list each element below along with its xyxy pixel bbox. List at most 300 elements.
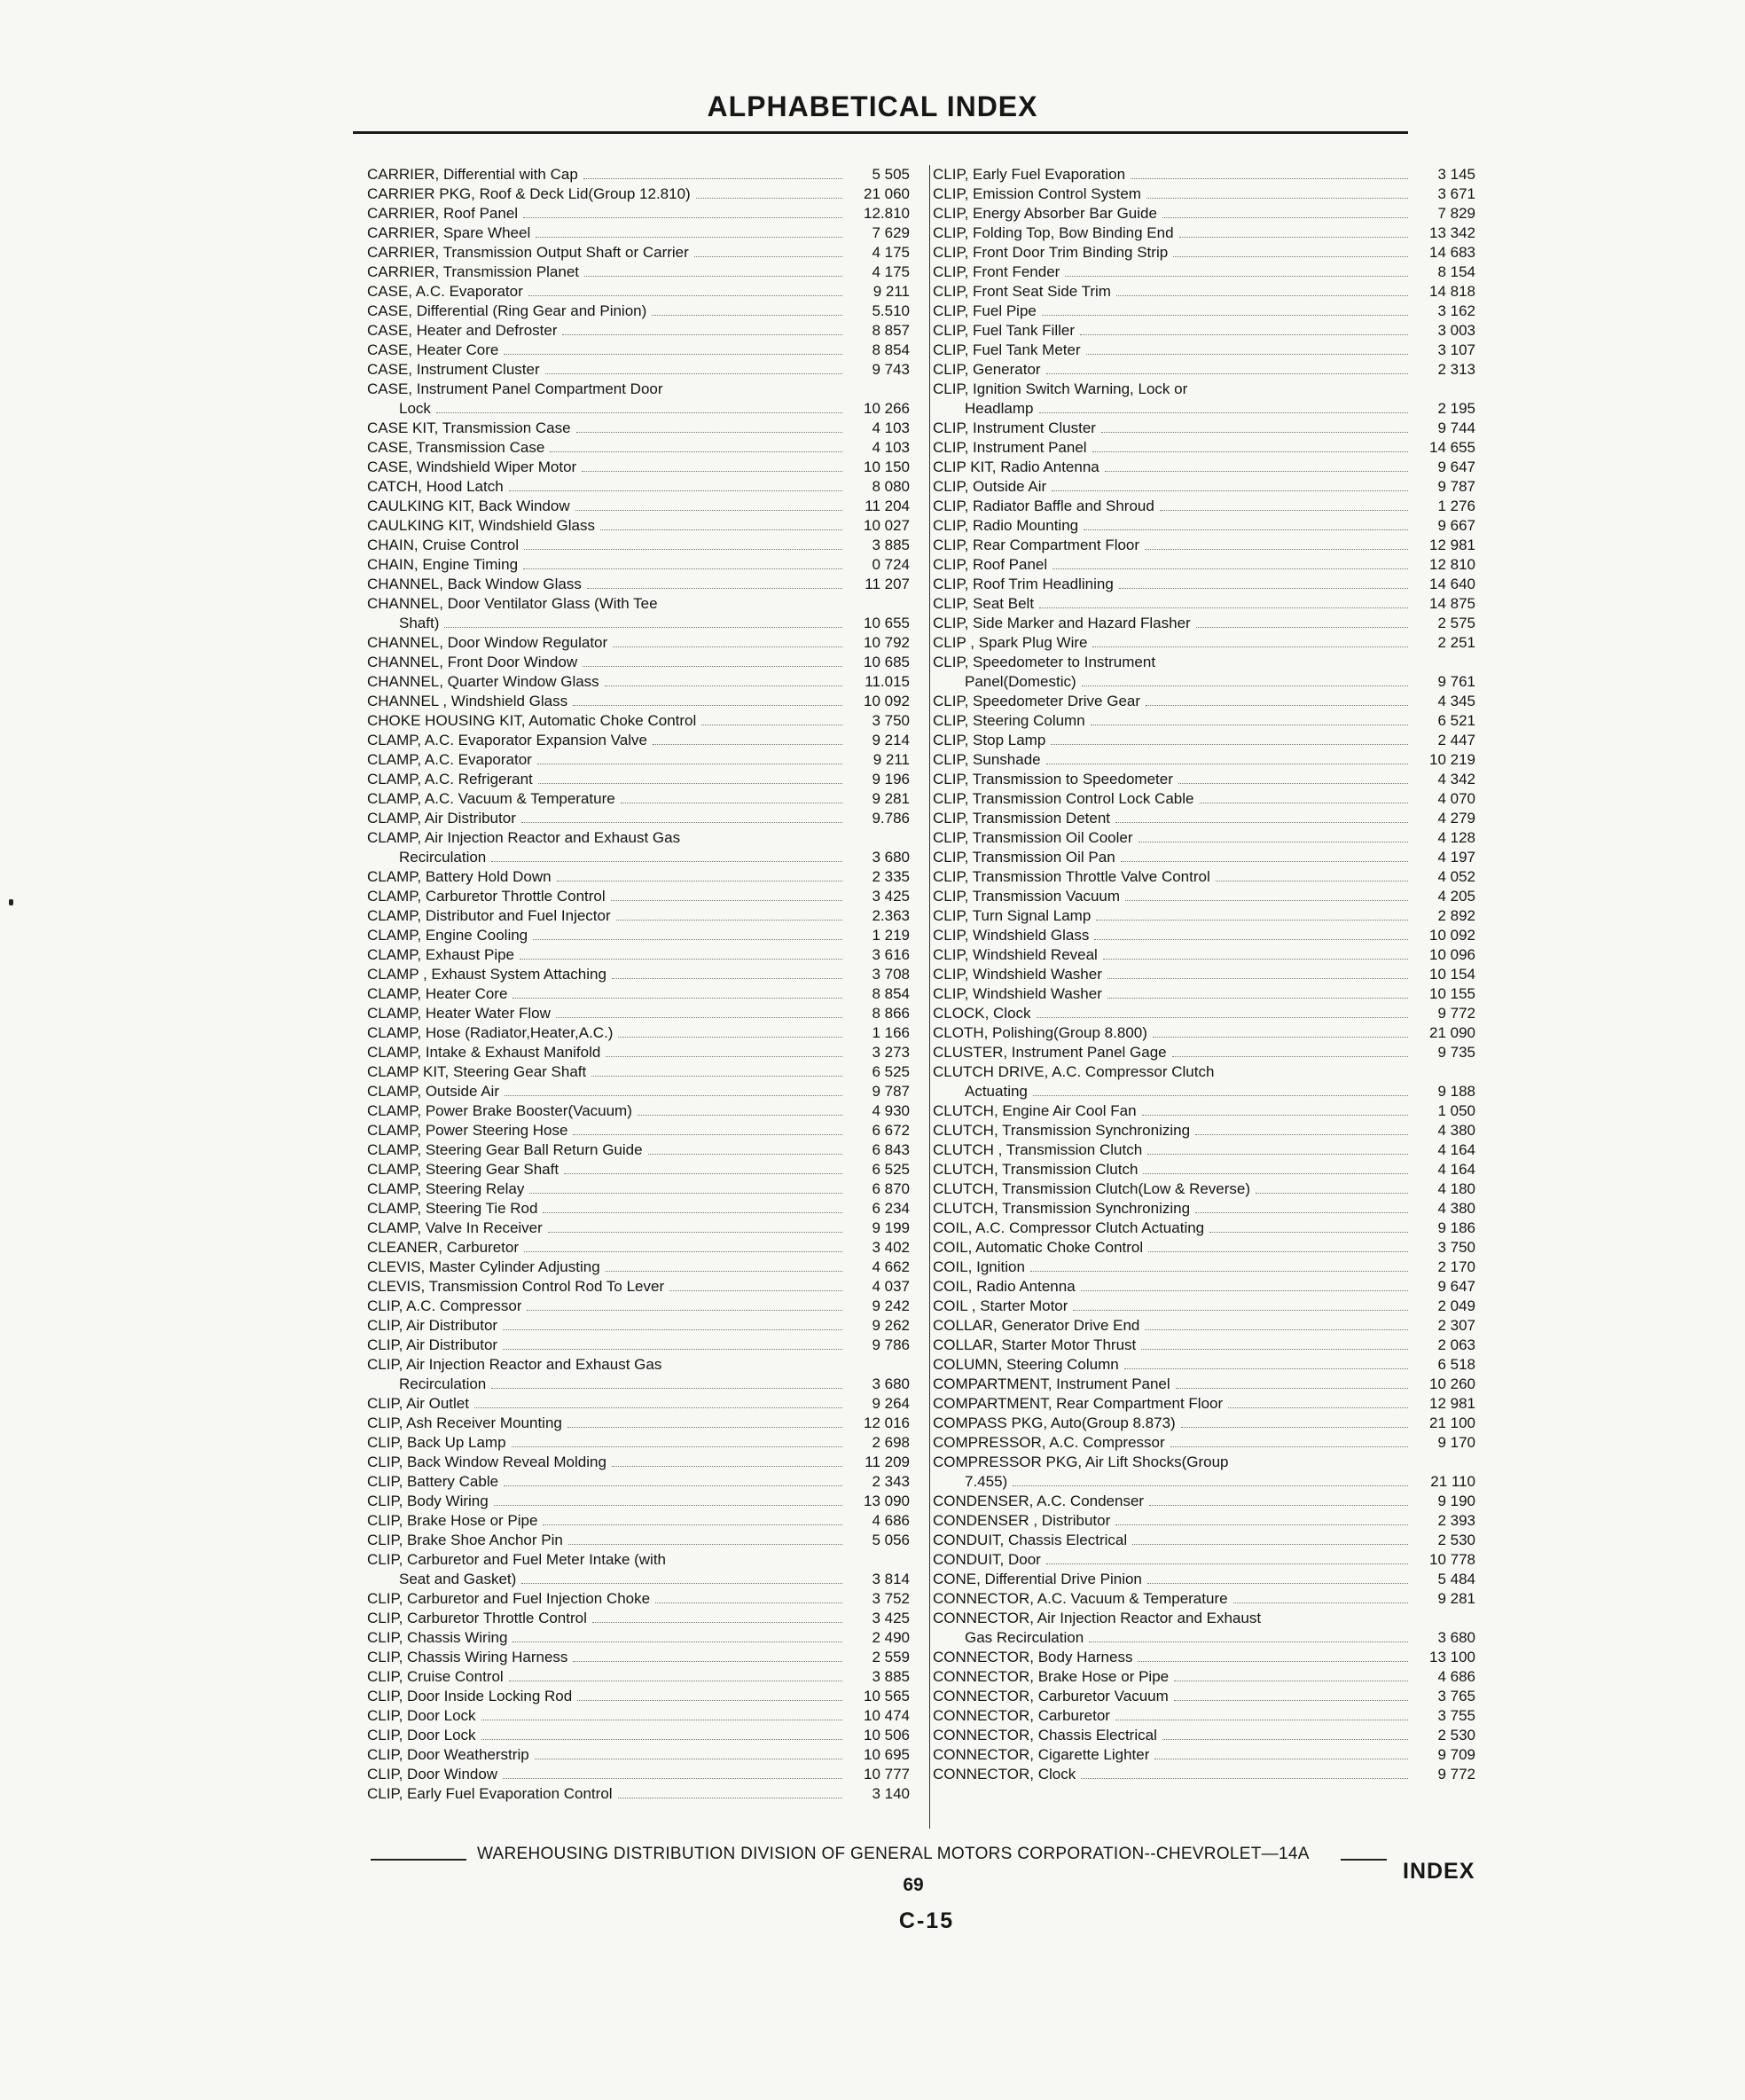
dot-leader bbox=[1103, 959, 1408, 960]
entry-text: CHOKE HOUSING KIT, Automatic Choke Control bbox=[367, 712, 697, 729]
index-entry bbox=[367, 1745, 910, 1765]
dot-leader bbox=[583, 178, 842, 179]
index-entry bbox=[367, 1726, 910, 1745]
entry-text: CLIP, Folding Top, Bow Binding End bbox=[933, 224, 1174, 241]
entry-text: CLAMP, Battery Hold Down bbox=[367, 868, 552, 885]
entry-group-number: 3 885 bbox=[872, 537, 910, 553]
entry-group-number: 3 708 bbox=[872, 966, 910, 983]
dot-leader bbox=[1124, 1368, 1408, 1369]
index-entry bbox=[367, 926, 910, 945]
index-entry bbox=[367, 906, 910, 926]
entry-group-number: 2 530 bbox=[1437, 1727, 1475, 1743]
entry-text: 7.455) bbox=[965, 1473, 1008, 1490]
entry-text: CLAMP KIT, Steering Gear Shaft bbox=[367, 1063, 587, 1080]
entry-group-number: 3 680 bbox=[1437, 1629, 1475, 1646]
index-entry bbox=[367, 1082, 910, 1101]
entry-group-number: 8 857 bbox=[872, 322, 910, 339]
dot-leader bbox=[1042, 315, 1408, 316]
index-entry bbox=[933, 1394, 1475, 1414]
entry-text: COMPARTMENT, Instrument Panel bbox=[933, 1375, 1170, 1392]
dot-leader bbox=[1179, 237, 1408, 238]
dot-leader bbox=[1228, 1407, 1408, 1408]
index-entry bbox=[367, 1121, 910, 1140]
entry-text: Headlamp bbox=[965, 400, 1034, 417]
dot-leader bbox=[564, 1173, 842, 1174]
dot-leader bbox=[1195, 1134, 1408, 1135]
entry-text: CLUSTER, Instrument Panel Gage bbox=[933, 1044, 1167, 1061]
entry-text: CHANNEL , Windshield Glass bbox=[367, 693, 568, 709]
entry-text: CLIP, Battery Cable bbox=[367, 1473, 499, 1490]
index-entry bbox=[933, 1082, 1475, 1101]
index-entry bbox=[367, 165, 910, 184]
index-entry bbox=[933, 497, 1475, 516]
entry-text: CHANNEL, Back Window Glass bbox=[367, 576, 582, 592]
entry-group-number: 3 750 bbox=[1437, 1239, 1475, 1256]
index-entry bbox=[367, 419, 910, 438]
entry-group-number: 3 885 bbox=[872, 1668, 910, 1685]
entry-group-number: 2 170 bbox=[1437, 1258, 1475, 1275]
dot-leader bbox=[1052, 568, 1408, 569]
entry-text: CLAMP, A.C. Evaporator Expansion Valve bbox=[367, 732, 647, 748]
index-entry bbox=[367, 399, 910, 419]
dot-leader bbox=[503, 1329, 842, 1330]
entry-text: CLIP, Transmission Oil Pan bbox=[933, 849, 1115, 866]
index-entry bbox=[367, 1472, 910, 1492]
entry-group-number: 9.786 bbox=[872, 810, 910, 827]
dot-leader bbox=[1142, 1115, 1408, 1116]
dot-leader bbox=[1105, 471, 1408, 472]
entry-group-number: 2 313 bbox=[1437, 361, 1475, 378]
index-entry bbox=[367, 1101, 910, 1121]
index-entry bbox=[367, 321, 910, 341]
index-entry bbox=[933, 282, 1475, 302]
entry-text: CASE, Heater and Defroster bbox=[367, 322, 558, 339]
dot-leader bbox=[1149, 1505, 1408, 1506]
index-entry bbox=[933, 1004, 1475, 1023]
dot-leader bbox=[582, 471, 842, 472]
dot-leader bbox=[503, 1778, 842, 1779]
index-entry bbox=[367, 1297, 910, 1316]
entry-group-number: 4 380 bbox=[1437, 1122, 1475, 1139]
entry-group-number: 4 037 bbox=[872, 1278, 910, 1295]
entry-group-number: 11.015 bbox=[865, 673, 910, 690]
entry-text: CASE, A.C. Evaporator bbox=[367, 283, 523, 300]
entry-text: CONNECTOR, Chassis Electrical bbox=[933, 1727, 1157, 1743]
entry-text: CLEVIS, Transmission Control Rod To Lever bbox=[367, 1278, 665, 1295]
index-entry bbox=[933, 1550, 1475, 1570]
dot-leader bbox=[600, 529, 842, 530]
entry-group-number: 3 425 bbox=[872, 1610, 910, 1626]
entry-group-number: 9 211 bbox=[872, 283, 910, 300]
entry-group-number: 3 765 bbox=[1437, 1688, 1475, 1704]
dot-leader bbox=[1119, 588, 1408, 589]
entry-group-number: 2 063 bbox=[1437, 1336, 1475, 1353]
index-entry bbox=[367, 1609, 910, 1628]
entry-group-number: 11 207 bbox=[865, 576, 910, 592]
entry-group-number: 4 070 bbox=[1437, 790, 1475, 807]
entry-text: CLIP, Chassis Wiring bbox=[367, 1629, 508, 1646]
dot-leader bbox=[1081, 1778, 1408, 1779]
dot-leader bbox=[556, 1017, 842, 1018]
entry-text: CLIP, Cruise Control bbox=[367, 1668, 504, 1685]
entry-text: CATCH, Hood Latch bbox=[367, 478, 504, 495]
entry-text: CLIP, Chassis Wiring Harness bbox=[367, 1649, 568, 1665]
entry-text: CLAMP, Exhaust Pipe bbox=[367, 946, 514, 963]
entry-group-number: 9 787 bbox=[1437, 478, 1475, 495]
dot-leader bbox=[494, 1505, 842, 1506]
entry-text: CLAMP, Carburetor Throttle Control bbox=[367, 888, 606, 905]
entry-text: CLIP, Turn Signal Lamp bbox=[933, 907, 1092, 924]
entry-group-number: 10 219 bbox=[1429, 751, 1475, 768]
dot-leader bbox=[1086, 354, 1408, 355]
entry-group-number: 4 103 bbox=[872, 439, 910, 456]
entry-text: CLIP, Rear Compartment Floor bbox=[933, 537, 1140, 553]
index-entry bbox=[367, 1453, 910, 1472]
entry-group-number: 4 175 bbox=[872, 263, 910, 280]
dot-leader bbox=[575, 510, 842, 511]
entry-group-number: 10 565 bbox=[864, 1688, 910, 1704]
entry-group-number: 4 175 bbox=[872, 244, 910, 261]
entry-text: CLIP KIT, Radio Antenna bbox=[933, 458, 1099, 475]
dot-leader bbox=[583, 666, 842, 667]
entry-group-number: 21 060 bbox=[864, 185, 910, 202]
entry-group-number: 3 680 bbox=[872, 849, 910, 866]
dot-leader bbox=[1174, 1700, 1408, 1701]
entry-text: CASE KIT, Transmission Case bbox=[367, 419, 571, 436]
entry-group-number: 4 103 bbox=[872, 419, 910, 436]
index-entry bbox=[933, 945, 1475, 965]
index-entry bbox=[933, 360, 1475, 380]
entry-text: CLIP, Transmission Detent bbox=[933, 810, 1110, 827]
dot-leader bbox=[512, 1446, 842, 1447]
entry-text: CLIP, Roof Trim Headlining bbox=[933, 576, 1114, 592]
entry-text: CHANNEL, Door Ventilator Glass (With Tee bbox=[367, 595, 658, 612]
entry-text: CLUTCH, Transmission Synchronizing bbox=[933, 1122, 1191, 1139]
index-entry bbox=[933, 848, 1475, 867]
dot-leader bbox=[606, 1056, 842, 1057]
dot-leader bbox=[1096, 920, 1408, 921]
index-entry bbox=[933, 1433, 1475, 1453]
index-entry bbox=[367, 341, 910, 360]
entry-group-number: 2 393 bbox=[1437, 1512, 1475, 1529]
entry-text: CLIP, Transmission Vacuum bbox=[933, 888, 1121, 905]
entry-text: CLOTH, Polishing(Group 8.800) bbox=[933, 1024, 1147, 1041]
index-entry bbox=[367, 184, 910, 204]
index-entry bbox=[933, 906, 1475, 926]
dot-leader bbox=[576, 432, 842, 433]
index-entry bbox=[933, 419, 1475, 438]
entry-group-number: 9 647 bbox=[1437, 1278, 1475, 1295]
index-entry bbox=[367, 594, 910, 614]
index-entry bbox=[367, 1179, 910, 1199]
dot-leader bbox=[1046, 1563, 1408, 1564]
dot-leader bbox=[1147, 1154, 1408, 1155]
entry-text: CONNECTOR, Carburetor bbox=[933, 1707, 1110, 1724]
index-entry bbox=[933, 477, 1475, 497]
entry-text: CARRIER, Roof Panel bbox=[367, 205, 519, 222]
dot-leader bbox=[1013, 1485, 1408, 1486]
dot-leader bbox=[1172, 1056, 1408, 1057]
dot-leader bbox=[1039, 607, 1408, 608]
index-entry bbox=[933, 243, 1475, 262]
index-entry bbox=[933, 1453, 1475, 1472]
entry-text: COMPRESSOR PKG, Air Lift Shocks(Group bbox=[933, 1454, 1229, 1470]
entry-group-number: 8 854 bbox=[872, 985, 910, 1002]
dot-leader bbox=[523, 568, 842, 569]
entry-group-number: 2 447 bbox=[1437, 732, 1475, 748]
entry-text: CLIP, Fuel Pipe bbox=[933, 302, 1037, 319]
index-entry bbox=[933, 1160, 1475, 1179]
dot-leader bbox=[1132, 1544, 1408, 1545]
entry-text: CLIP, Door Window bbox=[367, 1766, 498, 1783]
entry-text: CONNECTOR, A.C. Vacuum & Temperature bbox=[933, 1590, 1228, 1607]
dot-leader bbox=[606, 1271, 842, 1272]
entry-text: CLAMP, A.C. Refrigerant bbox=[367, 771, 533, 788]
dot-leader bbox=[521, 822, 842, 823]
dot-leader bbox=[655, 1602, 842, 1603]
entry-group-number: 3 755 bbox=[1437, 1707, 1475, 1724]
dot-leader bbox=[1160, 510, 1408, 511]
index-entry bbox=[933, 594, 1475, 614]
dot-leader bbox=[1030, 1271, 1408, 1272]
entry-text: CLIP, Back Window Reveal Molding bbox=[367, 1454, 606, 1470]
dot-leader bbox=[524, 1251, 842, 1252]
entry-group-number: 8 080 bbox=[872, 478, 910, 495]
entry-text: CLIP, Transmission Oil Cooler bbox=[933, 829, 1133, 846]
entry-group-number: 9 744 bbox=[1437, 419, 1475, 436]
index-entry bbox=[933, 165, 1475, 184]
dot-leader bbox=[1141, 1349, 1408, 1350]
index-entry bbox=[367, 1004, 910, 1023]
entry-text: CLIP, Speedometer Drive Gear bbox=[933, 693, 1141, 709]
entry-text: CLIP, Sunshade bbox=[933, 751, 1041, 768]
entry-text: CONNECTOR, Clock bbox=[933, 1766, 1076, 1783]
dot-leader bbox=[491, 861, 842, 862]
entry-text: CONNECTOR, Brake Hose or Pipe bbox=[933, 1668, 1170, 1685]
entry-text: CLIP, Front Door Trim Binding Strip bbox=[933, 244, 1169, 261]
dot-leader bbox=[504, 1485, 842, 1486]
dot-leader bbox=[533, 939, 842, 940]
index-column-left bbox=[367, 165, 910, 1804]
entry-text: COIL, Radio Antenna bbox=[933, 1278, 1076, 1295]
entry-group-number: 0 724 bbox=[872, 556, 910, 573]
index-entry bbox=[933, 380, 1475, 399]
entry-text: CLAMP, Outside Air bbox=[367, 1083, 499, 1100]
index-entry bbox=[367, 1570, 910, 1589]
entry-text: CLAMP, Heater Water Flow bbox=[367, 1005, 551, 1022]
index-entry bbox=[367, 711, 910, 731]
entry-group-number: 9 214 bbox=[872, 732, 910, 748]
index-entry bbox=[367, 1628, 910, 1648]
entry-group-number: 12.810 bbox=[864, 205, 910, 222]
entry-text: CLIP, Stop Lamp bbox=[933, 732, 1046, 748]
index-entry bbox=[367, 302, 910, 321]
entry-text: CLIP, Early Fuel Evaporation Control bbox=[367, 1785, 613, 1802]
index-entry bbox=[367, 1336, 910, 1355]
dot-leader bbox=[436, 412, 842, 413]
index-entry bbox=[367, 360, 910, 380]
entry-group-number: 2 559 bbox=[872, 1649, 910, 1665]
entry-group-number: 9 761 bbox=[1437, 673, 1475, 690]
entry-text: CASE, Windshield Wiper Motor bbox=[367, 458, 577, 475]
entry-text: CLIP, Carburetor and Fuel Meter Intake (with bbox=[367, 1551, 667, 1568]
entry-text: Recirculation bbox=[399, 1375, 487, 1392]
dot-leader bbox=[503, 1349, 842, 1350]
dot-leader bbox=[1107, 998, 1408, 999]
index-entry bbox=[933, 536, 1475, 555]
index-entry bbox=[367, 789, 910, 809]
index-entry bbox=[933, 1745, 1475, 1765]
dot-leader bbox=[568, 1544, 842, 1545]
index-entry bbox=[933, 926, 1475, 945]
entry-group-number: 11 204 bbox=[865, 498, 910, 514]
entry-text: CLIP, Front Seat Side Trim bbox=[933, 283, 1111, 300]
dot-leader bbox=[648, 1154, 842, 1155]
entry-group-number: 4 164 bbox=[1437, 1141, 1475, 1158]
entry-text: CLIP, Body Wiring bbox=[367, 1493, 489, 1509]
dot-leader bbox=[1148, 1251, 1408, 1252]
entry-group-number: 1 050 bbox=[1437, 1102, 1475, 1119]
entry-group-number: 21 110 bbox=[1430, 1473, 1475, 1490]
entry-group-number: 13 090 bbox=[864, 1493, 910, 1509]
entry-group-number: 3 107 bbox=[1437, 341, 1475, 358]
entry-text: CASE, Heater Core bbox=[367, 341, 499, 358]
dot-leader bbox=[491, 1388, 842, 1389]
entry-group-number: 4 128 bbox=[1437, 829, 1475, 846]
dot-leader bbox=[528, 295, 842, 296]
entry-group-number: 14 818 bbox=[1429, 283, 1475, 300]
dot-leader bbox=[613, 646, 842, 647]
entry-group-number: 9 772 bbox=[1437, 1005, 1475, 1022]
entry-text: CLUTCH DRIVE, A.C. Compressor Clutch bbox=[933, 1063, 1215, 1080]
entry-group-number: 3 814 bbox=[872, 1571, 910, 1587]
entry-text: Panel(Domestic) bbox=[965, 673, 1076, 690]
entry-text: CLIP, Door Inside Locking Rod bbox=[367, 1688, 573, 1704]
entry-text: CLUTCH , Transmission Clutch bbox=[933, 1141, 1143, 1158]
dot-leader bbox=[444, 627, 842, 628]
index-entry bbox=[367, 1355, 910, 1375]
index-entry bbox=[933, 1258, 1475, 1277]
entry-group-number: 6 518 bbox=[1437, 1356, 1475, 1373]
index-entry bbox=[933, 1687, 1475, 1706]
index-entry bbox=[933, 575, 1475, 594]
index-entry bbox=[933, 1238, 1475, 1258]
entry-group-number: 5 056 bbox=[872, 1532, 910, 1548]
entry-text: CLAMP, Air Injection Reactor and Exhaust Gas bbox=[367, 829, 681, 846]
entry-text: CASE, Differential (Ring Gear and Pinion) bbox=[367, 302, 647, 319]
index-entry bbox=[933, 711, 1475, 731]
dot-leader bbox=[1138, 1661, 1408, 1662]
index-entry bbox=[933, 1609, 1475, 1628]
index-entry bbox=[933, 1336, 1475, 1355]
entry-text: CONDUIT, Chassis Electrical bbox=[933, 1532, 1128, 1548]
dot-leader bbox=[1146, 705, 1408, 706]
dot-leader bbox=[638, 1115, 842, 1116]
index-entry bbox=[367, 1062, 910, 1082]
index-entry bbox=[367, 633, 910, 653]
entry-text: CLIP, Windshield Glass bbox=[933, 927, 1090, 944]
index-entry bbox=[367, 243, 910, 262]
index-entry bbox=[367, 1316, 910, 1336]
dot-leader bbox=[1092, 646, 1408, 647]
dot-leader bbox=[612, 978, 842, 979]
index-entry bbox=[367, 497, 910, 516]
entry-text: CASE, Transmission Case bbox=[367, 439, 545, 456]
entry-text: CLIP, Fuel Tank Meter bbox=[933, 341, 1081, 358]
entry-text: CLIP, Windshield Reveal bbox=[933, 946, 1098, 963]
dot-leader bbox=[1181, 1427, 1408, 1428]
entry-group-number: 9 242 bbox=[872, 1297, 910, 1314]
index-entry bbox=[367, 204, 910, 223]
index-entry bbox=[367, 731, 910, 750]
dot-leader bbox=[694, 256, 842, 257]
entry-group-number: 6 870 bbox=[872, 1180, 910, 1197]
footer-section-label: INDEX bbox=[1403, 1859, 1475, 1884]
dot-leader bbox=[1092, 451, 1408, 452]
entry-text: COMPRESSOR, A.C. Compressor bbox=[933, 1434, 1165, 1451]
index-entry bbox=[933, 341, 1475, 360]
entry-text: CLUTCH, Transmission Clutch(Low & Reverse) bbox=[933, 1180, 1251, 1197]
dot-leader bbox=[543, 1524, 842, 1525]
index-entry bbox=[367, 536, 910, 555]
entry-text: CLAMP, Valve In Receiver bbox=[367, 1219, 543, 1236]
entry-group-number: 10 778 bbox=[1429, 1551, 1475, 1568]
entry-text: CONNECTOR, Cigarette Lighter bbox=[933, 1746, 1150, 1763]
entry-group-number: 12 810 bbox=[1429, 556, 1475, 573]
dot-leader bbox=[1052, 490, 1408, 491]
entry-group-number: 4 686 bbox=[872, 1512, 910, 1529]
entry-group-number: 14 640 bbox=[1429, 576, 1475, 592]
dot-leader bbox=[1216, 881, 1408, 882]
entry-group-number: 7 629 bbox=[872, 224, 910, 241]
entry-text: CARRIER, Spare Wheel bbox=[367, 224, 531, 241]
index-entry bbox=[933, 262, 1475, 282]
index-entry bbox=[367, 1023, 910, 1043]
entry-text: CONDENSER , Distributor bbox=[933, 1512, 1111, 1529]
index-entry bbox=[367, 1648, 910, 1667]
entry-text: CASE, Instrument Panel Compartment Door bbox=[367, 380, 663, 397]
index-entry bbox=[367, 477, 910, 497]
dot-leader bbox=[1107, 978, 1408, 979]
entry-group-number: 10 266 bbox=[864, 400, 910, 417]
dot-leader bbox=[612, 1466, 842, 1467]
entry-text: CLEANER, Carburetor bbox=[367, 1239, 520, 1256]
entry-group-number: 9 188 bbox=[1437, 1083, 1475, 1100]
entry-group-number: 4 380 bbox=[1437, 1200, 1475, 1217]
entry-group-number: 11 209 bbox=[865, 1454, 910, 1470]
index-entry bbox=[933, 887, 1475, 906]
dot-leader bbox=[505, 1095, 842, 1096]
entry-text: CLAMP, Engine Cooling bbox=[367, 927, 528, 944]
index-entry bbox=[933, 1492, 1475, 1511]
entry-text: CLIP, Radio Mounting bbox=[933, 517, 1079, 534]
entry-text: CLIP, Generator bbox=[933, 361, 1041, 378]
dot-leader bbox=[1195, 1212, 1408, 1213]
entry-text: CONNECTOR, Air Injection Reactor and Exhaust bbox=[933, 1610, 1262, 1626]
entry-group-number: 8 154 bbox=[1437, 263, 1475, 280]
dot-leader bbox=[538, 783, 842, 784]
entry-text: CLAMP , Exhaust System Attaching bbox=[367, 966, 606, 983]
entry-text: CHAIN, Engine Timing bbox=[367, 556, 519, 573]
entry-text: CHANNEL, Door Window Regulator bbox=[367, 634, 608, 651]
index-entry bbox=[933, 1101, 1475, 1121]
index-entry bbox=[367, 1589, 910, 1609]
entry-group-number: 14 875 bbox=[1429, 595, 1475, 612]
entry-group-number: 2 698 bbox=[872, 1434, 910, 1451]
entry-group-number: 4 052 bbox=[1437, 868, 1475, 885]
entry-text: CARRIER, Transmission Output Shaft or Carrier bbox=[367, 244, 689, 261]
entry-group-number: 13 342 bbox=[1429, 224, 1475, 241]
